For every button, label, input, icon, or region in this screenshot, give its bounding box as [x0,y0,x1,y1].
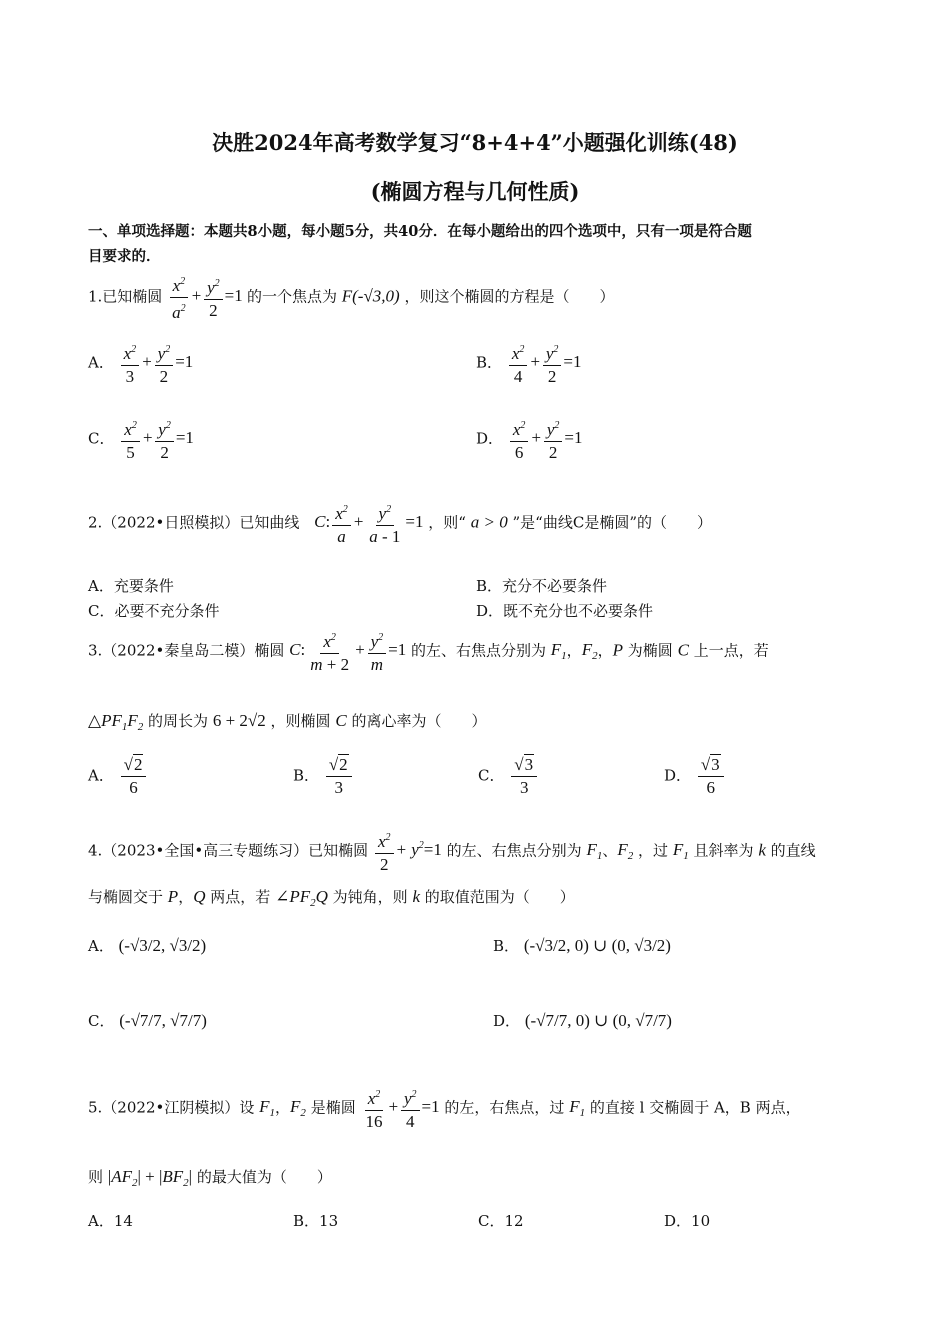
q4-line2-mid2: 为钝角，则 [332,888,408,906]
q1-mid: 的一个焦点为 [246,287,337,306]
q1-prefix: 1.已知椭圆 [88,287,163,306]
q2-option-b[interactable]: B．充分不必要条件 [476,577,608,595]
question-4: 4.（2023•全国•高三专题练习）已知椭圆 $\frac{x^2}{2}$ + $y^2=1$ 的左、右焦点分别为 $F_1$、$F_2$ ，过 $F_1$ 且斜率为 k 的直线 [88,828,816,875]
q1-focus: F(-√3,0) [341,286,400,306]
q5-option-d[interactable]: D．10 [664,1212,711,1230]
q5-option-b[interactable]: B．13 [293,1212,339,1230]
q1-option-b[interactable]: B． $\frac{x^2}{4}$ + $\frac{y^2}{2}$ =1 [476,340,581,387]
q3-mid2: 为椭圆 [627,641,673,660]
q2-curve-equation: C: $\frac{x^2}{a}$ + $\frac{y^2}{a - 1}$ =1 [314,512,423,531]
q2-mid: ，则“ [428,513,466,532]
question-2 [88,500,712,547]
q5-option-a[interactable]: A．14 [88,1212,133,1230]
q2-option-d[interactable]: D．既不充分也不必要条件 [476,602,654,620]
q5-ellipse-equation: $\frac{x^2}{16}$ + $\frac{y^2}{4}$ =1 [361,1097,440,1116]
q5-mid1: 是椭圆 [310,1098,356,1117]
question-3: 3.（2022•秦皇岛二模）椭圆 C: $\frac{x^2}{m + 2}$ + $\frac{y^2}{m}$ =1 的左、右焦点分别为 $F_1$，$F_2$，P 为椭圆 C 上一点，若 [88,628,769,675]
question-1 [88,272,615,323]
q3-line2-end: 的离心率为（ ） [351,712,487,730]
q5-mid3: 的直接 l 交椭圆于 A，B 两点， [589,1098,801,1117]
question-4-line2: 与椭圆交于 P，Q 两点，若 $\angle PF_2Q$ 为钝角，则 k 的取值范围为（ ） [88,887,575,909]
q5-mid2: 的左，右焦点，过 [444,1098,565,1117]
question-3-line2: $\triangle PF_1F_2$ 的周长为 6 + 2√2 ，则椭圆 C 的离心率为（ ） [88,711,487,733]
q3-option-b[interactable]: B． $\frac{√2}{3}$ [293,755,354,798]
q4-mid2: ，过 [638,841,669,860]
q3-foci: $F_1$ [550,640,567,663]
q4-mid1: 的左、右焦点分别为 [446,841,582,860]
question-5: 5.（2022•江阴模拟）设 $F_1$，$F_2$ 是椭圆 $\frac{x^2}{16}$ + $\frac{y^2}{4}$ =1 的左，右焦点，过 $F_1$ 的直接 l 交椭圆于 A，B 两点， [88,1085,801,1132]
q3-mid1: 的左、右焦点分别为 [410,641,546,660]
q4-option-c[interactable]: C． (-√7/7, √7/7) [88,1011,207,1030]
q4-ellipse-equation: $\frac{x^2}{2}$ + $y^2=1$ [373,840,442,859]
q3-option-d[interactable]: D． $\frac{√3}{6}$ [664,755,726,798]
q4-prefix: 4.（2023•全国•高三专题练习）已知椭圆 [88,841,369,860]
q2-suffix: ”是“曲线C是椭圆”的（ ） [512,513,712,532]
q3-line2-mid: 的周长为 [148,712,209,730]
q3-option-c[interactable]: C． $\frac{√3}{3}$ [478,755,539,798]
q1-option-d[interactable]: D． $\frac{x^2}{6}$ + $\frac{y^2}{2}$ =1 [476,416,582,463]
q4-line2-end: 的取值范围为（ ） [424,888,575,906]
section-header-line1: 一、单项选择题：本题共8小题，每小题5分，共40分．在每小题给出的四个选项中，只有一项是符合题 [88,223,752,240]
q3-mid3: 上一点，若 [693,641,769,660]
q1-suffix: ，则这个椭圆的方程是（ ） [404,287,615,306]
q4-option-d[interactable]: D． (-√7/7, 0) ∪ (0, √7/7) [493,1011,672,1030]
q4-option-a[interactable]: A． (-√3/2, √3/2) [88,936,207,955]
q3-perimeter: 6 + 2√2 [212,711,266,730]
q3-triangle: $\triangle PF_1F_2$ [88,711,144,733]
q5-prefix: 5.（2022•江阴模拟）设 [88,1098,255,1117]
page-title: 决胜2024年高考数学复习“8+4+4”小题强化训练(48) [212,130,738,155]
page-subtitle: (椭圆方程与几何性质) [370,179,580,204]
q5-line2-prefix: 则 [88,1168,104,1186]
q3-option-a[interactable]: A． $\frac{√2}{6}$ [88,755,148,798]
q3-line2-suffix: ，则椭圆 [270,712,331,730]
question-5-line2 [88,1166,332,1189]
q5-line2-end: 的最大值为（ ） [196,1168,332,1186]
q5-expression: $|AF_2| + |BF_2|$ [107,1167,193,1189]
q4-line2-mid1: 两点，若 [210,888,271,906]
q2-prefix: 2.（2022•日照模拟）已知曲线 [88,513,300,532]
q3-prefix: 3.（2022•秦皇岛二模）椭圆 [88,641,285,660]
q4-mid3: 且斜率为 [693,841,754,860]
q5-option-c[interactable]: C．12 [478,1212,524,1230]
q3-ellipse-equation: C: $\frac{x^2}{m + 2}$ + $\frac{y^2}{m}$ =1 [289,640,406,659]
q4-line2-prefix: 与椭圆交于 [88,888,164,906]
q2-option-c[interactable]: C．必要不充分条件 [88,602,220,620]
section-header-line2: 目要求的． [88,248,161,265]
q2-option-a[interactable]: A．充要条件 [88,577,174,595]
q1-option-a[interactable]: A． $\frac{x^2}{3}$ + $\frac{y^2}{2}$ =1 [88,340,193,387]
q1-option-c[interactable]: C． $\frac{x^2}{5}$ + $\frac{y^2}{2}$ =1 [88,416,194,463]
q4-mid4: 的直线 [770,841,816,860]
q4-option-b[interactable]: B． (-√3/2, 0) ∪ (0, √3/2) [493,936,671,955]
q1-ellipse-equation: $\frac{x^2}{a^2}$ + $\frac{y^2}{2}$ =1 [167,286,247,305]
q2-condition: a > 0 [470,512,508,532]
